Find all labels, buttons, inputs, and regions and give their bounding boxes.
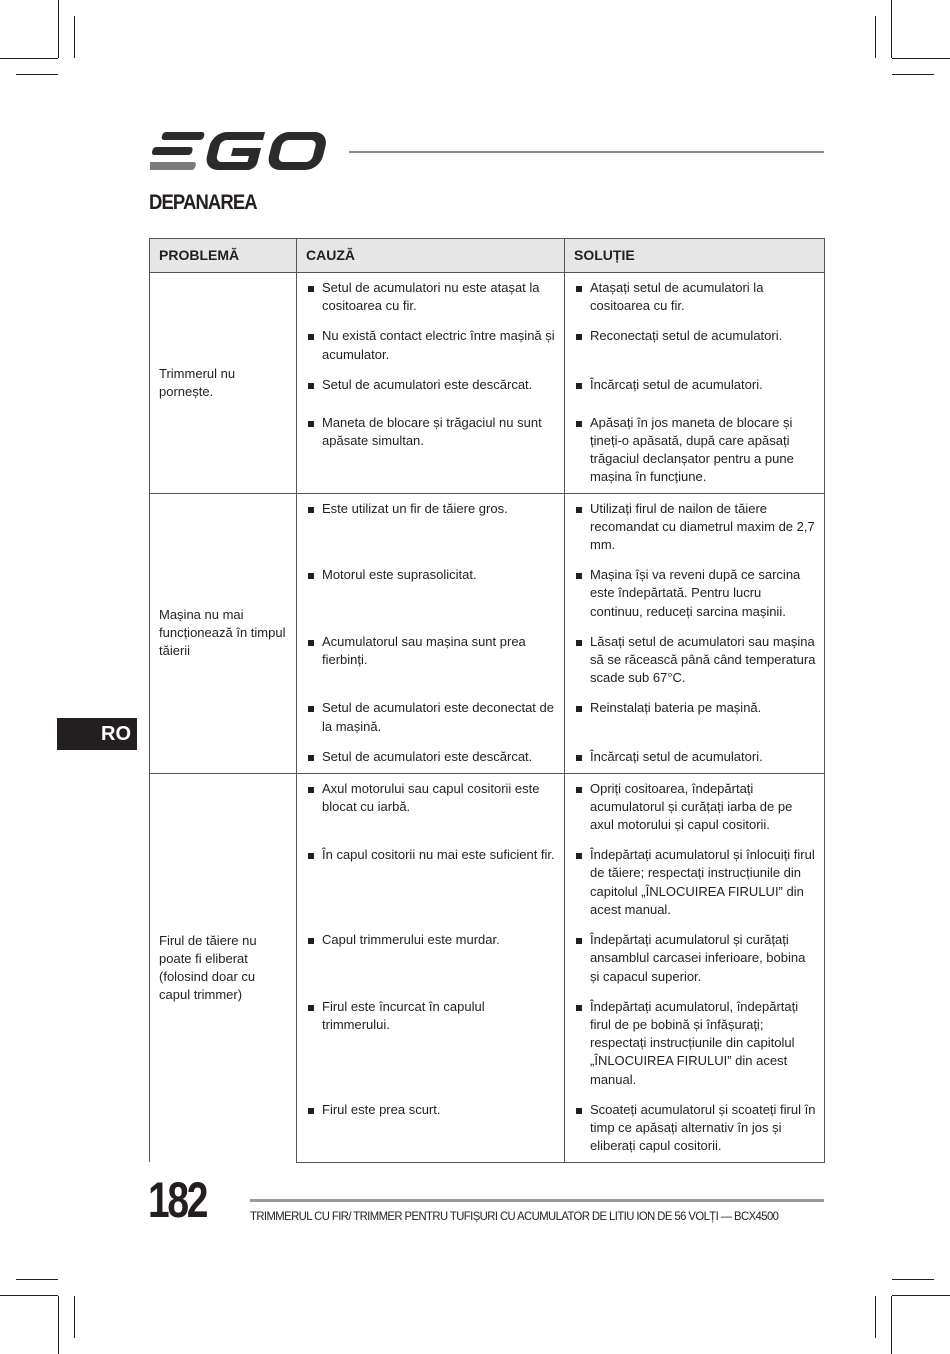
solution-item: Îndepărtați acumulatorul, îndepărtați firul de pe bobină și înfășurați; respectați instrucțiunile din capitolul „ÎNLOCUIREA FIRULUI” din acest manual. [565, 992, 824, 1095]
cause-item: Firul este încurcat în capulul trimmerului. [297, 992, 564, 1040]
crop-mark [74, 16, 75, 58]
cause-item: Nu există contact electric între mașină și acumulator. [297, 321, 564, 369]
crop-mark [74, 1296, 75, 1338]
solution-item: Utilizați firul de nailon de tăiere recomandat cu diametrul maxim de 2,7 mm. [565, 494, 824, 561]
problem-group [150, 493, 825, 773]
cause-item: Axul motorului sau capul cositorii este blocat cu iarbă. [297, 774, 564, 822]
table-row [150, 773, 825, 840]
crop-mark [892, 1295, 950, 1296]
problem-cell: Firul de tăiere nu poate fi eliberat (folosind doar cu capul trimmer) [150, 773, 297, 1162]
page-number: 182 [148, 1172, 207, 1228]
cause-item: În capul cositorii nu mai este suficient fir. [297, 840, 564, 870]
cause-item: Acumulatorul sau mașina sunt prea fierbinți. [297, 627, 564, 675]
problem-group [150, 773, 825, 1162]
solution-item: Reinstalați bateria pe mașină. [565, 693, 824, 723]
solution-item: Reconectați setul de acumulatori. [565, 321, 824, 351]
crop-mark [0, 58, 58, 59]
table-row [150, 273, 825, 322]
crop-mark [891, 0, 892, 58]
solution-item: Scoateți acumulatorul și scoateți firul în timp ce apăsați alternativ în jos și eliberați capul cositorii. [565, 1095, 824, 1162]
ego-logo [150, 128, 332, 174]
solution-item: Apăsați în jos maneta de blocare și țineți-o apăsată, după care apăsați trăgaciul declanșator pentru a pune mașina în funcțiune. [565, 408, 824, 493]
troubleshooting-table [149, 238, 825, 1163]
footer-title: TRIMMERUL CU FIR/ TRIMMER PENTRU TUFIȘURI CU ACUMULATOR DE LITIU ION DE 56 VOLȚI — BCX4500 [250, 1209, 779, 1223]
crop-mark [58, 0, 59, 58]
crop-mark [16, 74, 58, 75]
crop-mark [875, 1296, 876, 1338]
crop-mark [892, 74, 934, 75]
table-row [150, 493, 825, 560]
problem-cell: Trimmerul nu pornește. [150, 273, 297, 494]
crop-mark [891, 1296, 892, 1354]
solution-item: Lăsați setul de acumulatori sau mașina să se răcească până când temperatura scade sub 67°C. [565, 627, 824, 694]
column-header: SOLUȚIE [565, 239, 825, 273]
solution-item: Încărcați setul de acumulatori. [565, 370, 824, 400]
crop-mark [16, 1279, 58, 1280]
solution-item: Îndepărtați acumulatorul și curățați ansamblul carcasei inferioare, bobina și capacul superior. [565, 925, 824, 992]
crop-mark [892, 58, 950, 59]
footer-rule [250, 1199, 824, 1202]
solution-item: Opriți cositoarea, îndepărtați acumulatorul și curățați iarba de pe axul motorului și capul cositorii. [565, 774, 824, 841]
header-rule [349, 151, 824, 153]
solution-item: Încărcați setul de acumulatori. [565, 742, 824, 772]
cause-item: Firul este prea scurt. [297, 1095, 564, 1125]
cause-item: Motorul este suprasolicitat. [297, 560, 564, 590]
solution-item: Mașina își va reveni după ce sarcina este îndepărtată. Pentru lucru continuu, reduceți sarcina mașinii. [565, 560, 824, 627]
cause-item: Este utilizat un fir de tăiere gros. [297, 494, 564, 524]
solution-item: Atașați setul de acumulatori la cositoarea cu fir. [565, 273, 824, 321]
cause-item: Setul de acumulatori este deconectat de la mașină. [297, 693, 564, 741]
page-title: DEPANAREA [149, 191, 257, 214]
table-header-row [150, 239, 825, 273]
cause-item: Capul trimmerului este murdar. [297, 925, 564, 955]
crop-mark [892, 1279, 934, 1280]
cause-item: Setul de acumulatori nu este atașat la cositoarea cu fir. [297, 273, 564, 321]
crop-mark [875, 16, 876, 58]
problem-cell: Mașina nu mai funcționează în timpul tăierii [150, 493, 297, 773]
column-header: PROBLEMĂ [150, 239, 297, 273]
cause-item: Setul de acumulatori este descărcat. [297, 742, 564, 772]
solution-item: Îndepărtați acumulatorul și înlocuiți firul de tăiere; respectați instrucțiunile din capitolul „ÎNLOCUIREA FIRULUI” din acest manual. [565, 840, 824, 925]
language-tab: RO [57, 718, 137, 750]
crop-mark [58, 1296, 59, 1354]
cause-item: Maneta de blocare și trăgaciul nu sunt apăsate simultan. [297, 408, 564, 456]
cause-item: Setul de acumulatori este descărcat. [297, 370, 564, 400]
problem-group [150, 273, 825, 494]
column-header: CAUZĂ [297, 239, 565, 273]
crop-mark [0, 1295, 58, 1296]
